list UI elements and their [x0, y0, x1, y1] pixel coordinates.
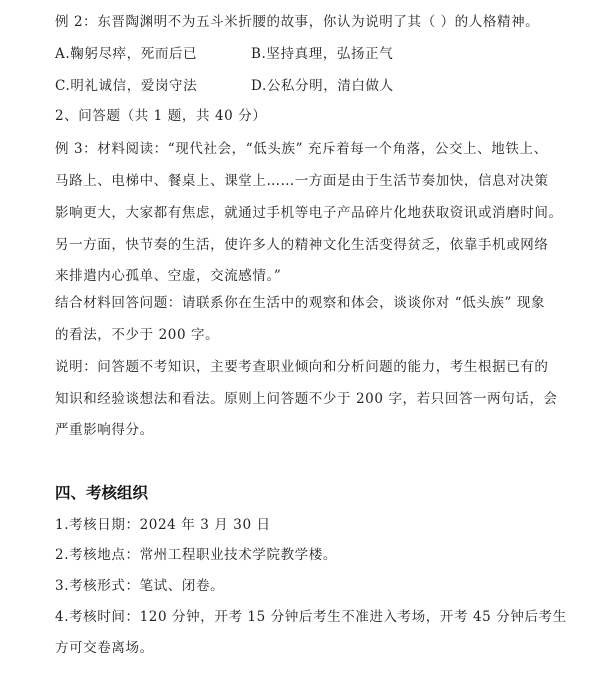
note-line-3: 严重影响得分。	[55, 422, 154, 438]
example-3-line-2: 马路上、电梯中、餐桌上、课堂上……一方面是由于生活节奏加快，信息对决策	[55, 173, 549, 189]
note-line-1: 说明：问答题不考知识，主要考查职业倾向和分析问题的能力，考生根据已有的	[55, 359, 549, 375]
option-a: A.鞠躬尽瘁，死而后已	[55, 46, 198, 62]
section-4-heading: 四、考核组织	[55, 484, 149, 502]
example-3-line-4: 另一方面，快节奏的生活，使许多人的精神文化生活变得贫乏，依靠手机或网络	[55, 237, 549, 253]
example-2-question: 例 2：东晋陶渊明不为五斗米折腰的故事，你认为说明了其（ ）的人格精神。	[55, 14, 540, 30]
note-line-2: 知识和经验谈想法和看法。原则上问答题不少于 200 字，若只回答一两句话，会	[55, 391, 558, 407]
org-item-2: 2.考核地点：常州工程职业技术学院教学楼。	[55, 547, 337, 563]
prompt-line-1: 结合材料回答问题：请联系你在生活中的观察和体会，谈谈你对 “低头族” 现象	[55, 295, 546, 311]
org-item-4: 4.考核时间：120 分钟，开考 15 分钟后考生不准进入考场，开考 45 分钟后考生	[55, 609, 567, 625]
option-c: C.明礼诚信，爱岗守法	[55, 78, 198, 94]
org-item-4-continued: 方可交卷离场。	[55, 640, 154, 656]
option-b: B.坚持真理，弘扬正气	[251, 46, 394, 62]
example-3-line-3: 影响更大，大家都有焦虑，就通过手机等电子产品碎片化地获取资讯或消磨时间。	[55, 205, 563, 221]
prompt-line-2: 的看法，不少于 200 字。	[55, 327, 220, 343]
org-item-1: 1.考核日期：2024 年 3 月 30 日	[55, 517, 271, 533]
org-item-3: 3.考核形式：笔试、闭卷。	[55, 578, 225, 594]
section-2-title: 2、问答题（共 1 题，共 40 分）	[55, 108, 267, 124]
option-d: D.公私分明，清白做人	[251, 78, 394, 94]
example-3-line-5: 来排遣内心孤单、空虚，交流感情。”	[55, 268, 282, 284]
example-3-line-1: 例 3：材料阅读：“现代社会，“低头族” 充斥着每一个角落，公交上、地铁上、	[55, 141, 548, 157]
